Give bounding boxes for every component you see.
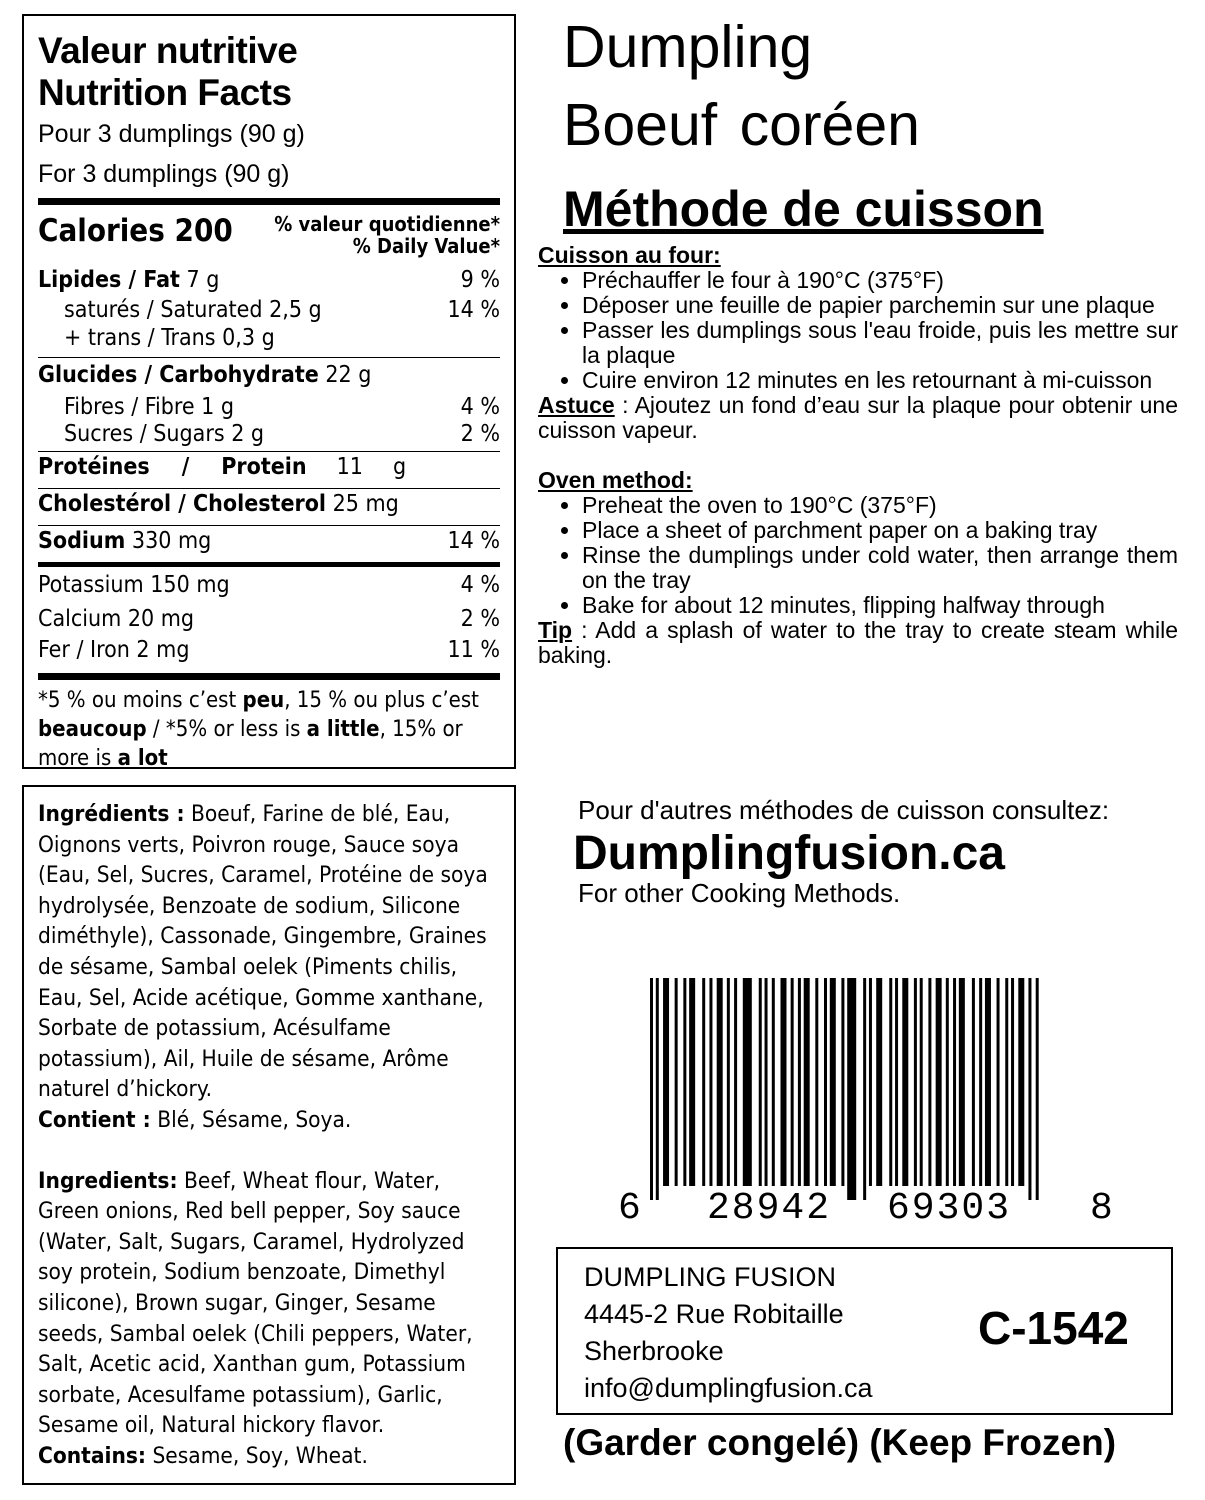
barcode-bar: [959, 978, 965, 1186]
sodium-value: 330 mg: [131, 528, 212, 554]
barcode-bar: [727, 978, 730, 1186]
divider-thick: [38, 198, 500, 205]
calories-row: [38, 205, 500, 267]
calcium-percent: 2 %: [460, 606, 500, 632]
barcode-bar: [895, 978, 898, 1186]
footnote-text: / *5% or less is: [146, 717, 307, 742]
barcode-group-left: 28942: [707, 1187, 832, 1230]
footnote-text: , 15% or: [379, 717, 463, 742]
barcode-bar: [781, 978, 787, 1186]
tip-fr: [538, 393, 1178, 443]
company-city: Sherbrooke: [584, 1336, 724, 1366]
sugars-percent: 2 %: [460, 421, 500, 447]
calories: Calories 200: [38, 213, 233, 249]
storage-instruction: (Garder congelé) (Keep Frozen): [563, 1422, 1117, 1463]
protein-label-fr: Protéines: [38, 454, 150, 480]
tip-fr-text: : Ajoutez un fond d’eau sur la plaque pour obtenir une cuisson vapeur.: [538, 392, 1178, 443]
trans-row: [38, 325, 500, 357]
step-item: • Preheat the oven to 190°C (375°F): [582, 493, 1178, 518]
fibre-label: Fibres / Fibre 1 g: [64, 394, 235, 420]
fat-row: [38, 267, 500, 297]
step-item: • Bake for about 12 minutes, flipping halfway through: [582, 593, 1178, 618]
barcode-bar: [804, 978, 810, 1186]
company-email[interactable]: info@dumplingfusion.ca: [584, 1373, 873, 1403]
barcode-bar: [985, 978, 991, 1186]
step-item: • Préchauffer le four à 190°C (375°F): [582, 268, 1178, 293]
barcode-bar: [889, 978, 892, 1186]
sodium-percent: 14 %: [447, 528, 500, 554]
website-link[interactable]: Dumplingfusion.ca: [573, 827, 1005, 880]
barcode-bar: [765, 978, 768, 1186]
footnote-bold: beaucoup: [38, 717, 147, 742]
ingredients-panel: [22, 785, 516, 1485]
tip-en-label: Tip: [538, 617, 573, 643]
barcode-bar: [734, 978, 737, 1186]
potassium-percent: 4 %: [460, 572, 500, 598]
cholesterol-value: 25 mg: [332, 491, 399, 517]
company-address-box: [556, 1247, 1173, 1415]
fat-label: Lipides / Fat: [38, 267, 180, 293]
fibre-percent: 4 %: [460, 394, 500, 420]
iron-percent: 11 %: [447, 637, 500, 663]
contains-fr-text: Blé, Sésame, Soya.: [150, 1106, 352, 1133]
barcode-group-right: 69303: [887, 1187, 1012, 1230]
barcode-bar: [1005, 978, 1008, 1186]
divider-thick: [38, 673, 500, 680]
barcode: [610, 968, 1135, 1230]
barcode-bar: [979, 978, 982, 1186]
daily-value-en: % Daily Value*: [352, 234, 500, 258]
contains-fr-label: Contient :: [38, 1106, 151, 1133]
barcode-bar: [1011, 978, 1014, 1186]
more-methods-en: For other Cooking Methods.: [578, 878, 901, 908]
tip-en: [538, 618, 1178, 668]
calcium-row: [38, 606, 500, 637]
ingredients-en-text: Beef, Wheat flour, Water, Green onions, Red bell pepper, Soy sauce (Water, Salt, Sugars, Caramel, Hydrolyzed soy protein, Sodium benzoate, Dimethyl silicone), Brown sugar, Ginger, Sesame seeds, Sambal oelek (Chili peppers, Water, Salt, Acetic acid, Xanthan gum, Potassium sorbate, Acesulfame potassium), Garlic, Sesame oil, Natural hickory flavor.: [38, 1167, 473, 1439]
tip-fr-label: Astuce: [538, 392, 615, 418]
barcode-bar: [1036, 978, 1039, 1200]
company-street: 4445-2 Rue Robitaille: [584, 1299, 844, 1329]
barcode-bar: [683, 978, 686, 1186]
barcode-graphic: [610, 968, 1135, 1230]
barcode-bar: [743, 978, 752, 1186]
barcode-bar: [997, 978, 1000, 1186]
product-code: C-1542: [978, 1302, 1129, 1354]
barcode-bar: [946, 978, 949, 1186]
protein-value: 11: [336, 454, 363, 480]
potassium-label: Potassium 150 mg: [38, 572, 230, 598]
barcode-bar: [830, 978, 836, 1186]
carbohydrate-value: 22 g: [325, 362, 372, 388]
nutrition-title-fr: Valeur nutritive: [38, 30, 298, 71]
barcode-bar: [1028, 978, 1031, 1200]
step-item: • Cuire environ 12 minutes en les retournant à mi-cuisson: [582, 368, 1178, 393]
barcode-bar: [972, 978, 975, 1186]
cholesterol-label: Cholestérol / Cholesterol: [38, 491, 327, 517]
more-methods-fr: Pour d'autres méthodes de cuisson consultez:: [578, 795, 1110, 825]
barcode-bar: [815, 978, 818, 1186]
saturated-label: saturés / Saturated 2,5 g: [64, 297, 322, 323]
barcode-bar: [936, 978, 942, 1186]
oven-heading-en: Oven method:: [538, 467, 693, 493]
carbohydrate-label: Glucides / Carbohydrate: [38, 362, 319, 388]
barcode-bar: [650, 978, 653, 1200]
nutrition-title-en: Nutrition Facts: [38, 72, 292, 113]
protein-unit: g: [392, 454, 407, 480]
barcode-bar: [759, 978, 762, 1186]
footnote-bold: a little: [306, 717, 380, 742]
serving-size-en: For 3 dumplings (90 g): [38, 160, 290, 188]
step-item: • Rinse the dumplings under cold water, then arrange them on the tray: [582, 543, 1178, 593]
step-item: • Place a sheet of parchment paper on a baking tray: [582, 518, 1178, 543]
barcode-bar: [902, 978, 908, 1186]
sodium-label: Sodium: [38, 528, 126, 554]
barcode-bar: [953, 978, 956, 1186]
footnote-bold: a lot: [117, 746, 168, 771]
nutrition-facts-panel: [22, 14, 516, 769]
barcode-bar: [914, 978, 917, 1186]
sugars-row: [38, 421, 500, 451]
trans-label: + trans / Trans 0,3 g: [64, 325, 275, 351]
oven-steps-en: [538, 493, 1178, 618]
iron-label: Fer / Iron 2 mg: [38, 637, 190, 663]
barcode-digit-last: 8: [1090, 1187, 1113, 1230]
barcode-bar: [663, 978, 669, 1186]
tip-en-text: : Add a splash of water to the tray to create steam while baking.: [538, 617, 1178, 668]
product-title-line1: Dumpling: [563, 14, 813, 80]
barcode-bar: [824, 978, 827, 1186]
footnote-text: *5 % ou moins c’est: [38, 688, 243, 713]
barcode-bar: [863, 978, 866, 1200]
contains-en: [38, 1441, 500, 1472]
protein-row: [38, 452, 500, 488]
saturated-percent: 14 %: [447, 297, 500, 323]
protein-slash: /: [181, 454, 190, 480]
barcode-bar: [656, 978, 659, 1200]
serving-size-fr: Pour 3 dumplings (90 g): [38, 120, 305, 148]
ingredients-en: [38, 1166, 500, 1441]
barcode-bar: [869, 978, 872, 1186]
barcode-bar: [689, 978, 695, 1186]
contains-fr: [38, 1105, 500, 1136]
barcode-bar: [772, 978, 775, 1186]
protein-label-en: Protein: [221, 454, 307, 480]
barcode-bar: [717, 978, 723, 1186]
step-item: • Déposer une feuille de papier parchemin sur une plaque: [582, 293, 1178, 318]
footnote-text: more is: [38, 746, 118, 771]
barcode-bar: [675, 978, 678, 1186]
step-item: • Passer les dumplings sous l'eau froide, puis les mettre sur la plaque: [582, 318, 1178, 368]
calcium-label: Calcium 20 mg: [38, 606, 195, 632]
sodium-row: [38, 526, 500, 562]
cholesterol-row: [38, 489, 500, 525]
barcode-digit-first: 6: [618, 1187, 641, 1230]
daily-value-fr: % valeur quotidienne*: [274, 212, 500, 236]
barcode-bar: [841, 978, 844, 1186]
barcode-bar: [709, 978, 712, 1186]
ingredients-fr-text: Boeuf, Farine de blé, Eau, Oignons verts, Poivron rouge, Sauce soya (Eau, Sel, Sucres, Caramel, Protéine de soya hydrolysée, Benzoate de sodium, Silicone diméthyle), Cassonade, Gingembre, Graines de sésame, Sambal oelek (Piments chilis, Eau, Sel, Acide acétique, Gomme xanthane, Sorbate de potassium, Acésulfame potassium), Ail, Huile de sésame, Arôme naturel d’hickory.: [38, 801, 488, 1103]
carbohydrate-row: [38, 358, 500, 394]
daily-value-heading: [274, 213, 500, 257]
contains-en-text: Sesame, Soy, Wheat.: [146, 1442, 368, 1469]
barcode-bar: [847, 978, 856, 1200]
barcode-bar: [920, 978, 923, 1186]
cooking-instructions: [538, 243, 1178, 668]
daily-value-footnote: [38, 686, 500, 773]
product-title-line2: Boeuf coréen: [563, 92, 920, 158]
oven-steps-fr: [538, 268, 1178, 393]
sugars-label: Sucres / Sugars 2 g: [64, 421, 265, 447]
footnote-text: , 15 % ou plus c’est: [284, 688, 479, 713]
iron-row: [38, 637, 500, 667]
company-name: DUMPLING FUSION: [584, 1262, 837, 1292]
barcode-bar: [1018, 978, 1024, 1186]
barcode-bar: [702, 978, 705, 1186]
saturated-row: [38, 297, 500, 325]
contains-en-label: Contains:: [38, 1442, 147, 1469]
ingredients-fr-label: Ingrédients :: [38, 801, 185, 827]
barcode-bar: [791, 978, 794, 1186]
fat-value: 7 g: [186, 267, 220, 293]
footnote-bold: peu: [242, 688, 285, 713]
barcode-bar: [928, 978, 931, 1186]
oven-heading-fr: Cuisson au four:: [538, 242, 721, 268]
potassium-row: [38, 567, 500, 606]
ingredients-en-label: Ingredients:: [38, 1167, 178, 1194]
barcode-bar: [798, 978, 801, 1186]
fat-percent: 9 %: [460, 267, 500, 293]
ingredients-fr: [38, 799, 500, 1105]
barcode-bar: [876, 978, 882, 1186]
cooking-method-heading: Méthode de cuisson: [563, 181, 1044, 237]
fibre-row: [38, 394, 500, 421]
